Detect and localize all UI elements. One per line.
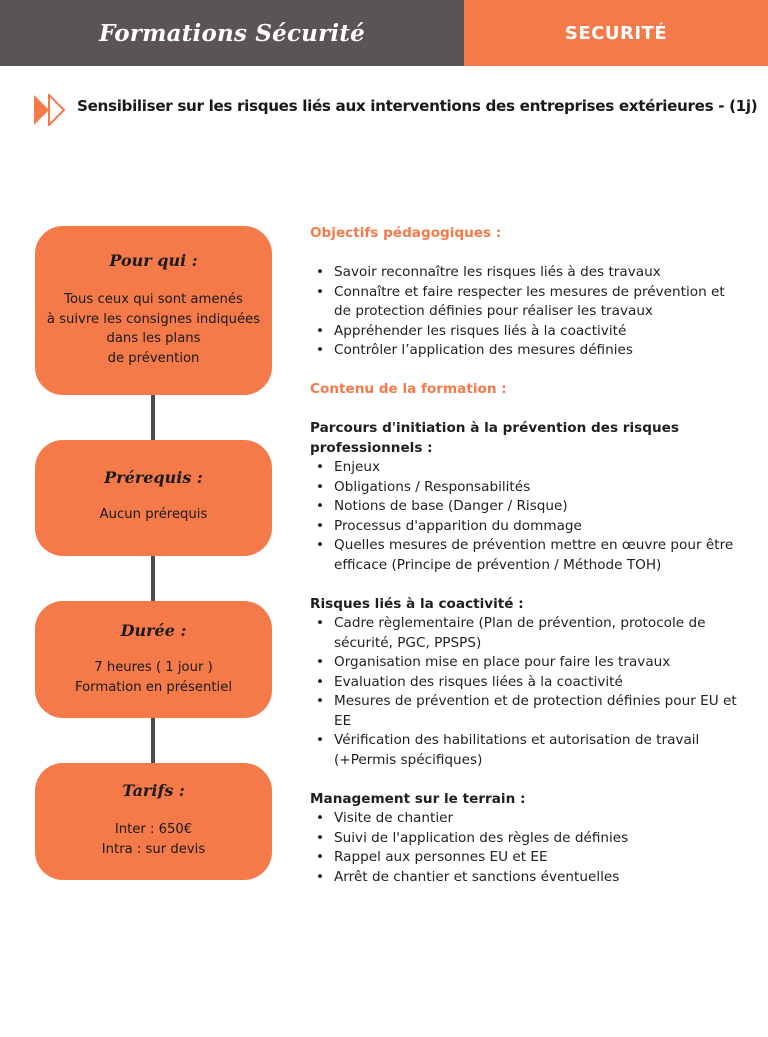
list-item: • Visite de chantier — [310, 809, 740, 829]
list-item: • Contrôler l’application des mesures définies — [310, 341, 740, 361]
card-body — [35, 658, 272, 697]
list-item: • Enjeux — [310, 458, 740, 478]
section-heading: Management sur le terrain : — [310, 790, 526, 807]
card-body — [35, 820, 272, 859]
card-line: Intra : sur devis — [101, 841, 206, 857]
subtitle-row — [34, 93, 758, 125]
card-tarifs — [35, 763, 272, 880]
header-title-panel — [0, 0, 464, 66]
section-list — [310, 458, 740, 575]
card-body — [35, 290, 272, 368]
objectifs-heading: Objectifs pédagogiques : — [310, 225, 502, 241]
section-heading: Parcours d'initiation à la prévention des risques professionnels : — [310, 420, 679, 456]
list-item: • Rappel aux personnes EU et EE — [310, 848, 740, 868]
category-badge: SECURITÉ — [564, 22, 668, 44]
section-heading: Risques liés à la coactivité : — [310, 595, 524, 612]
card-title: Pour qui : — [109, 251, 198, 270]
training-details — [310, 224, 740, 887]
list-item: • Quelles mesures de prévention mettre en œuvre pour être efficace (Principe de prévention / Méthode TOH) — [310, 536, 740, 575]
card-prerequis — [35, 440, 272, 556]
list-item: • Arrêt de chantier et sanctions éventuelles — [310, 868, 740, 888]
card-pour-qui — [35, 226, 272, 395]
contenu-heading: Contenu de la formation : — [310, 381, 507, 397]
list-item: • Suivi de l'application des règles de définies — [310, 829, 740, 849]
card-line: Tous ceux qui sont amenés — [64, 292, 243, 307]
list-item: • Cadre règlementaire (Plan de prévention, protocole de sécurité, PGC, PPSPS) — [310, 614, 740, 653]
list-item: • Notions de base (Danger / Risque) — [310, 497, 740, 517]
training-subtitle: Sensibiliser sur les risques liés aux interventions des entreprises extérieures - (1j) — [77, 97, 758, 115]
list-item: • Connaître et faire respecter les mesures de prévention et de protection définies pour réaliser les travaux — [310, 283, 740, 322]
list-item: • Savoir reconnaître les risques liés à des travaux — [310, 263, 740, 283]
card-title: Durée : — [120, 621, 187, 640]
card-line: Formation en présentiel — [75, 679, 232, 695]
card-body — [35, 505, 272, 525]
list-item: • Vérification des habilitations et autorisation de travail (+Permis spécifiques) — [310, 731, 740, 770]
card-line: de prévention — [107, 350, 200, 366]
list-item: • Obligations / Responsabilités — [310, 478, 740, 498]
card-line: dans les plans — [106, 331, 201, 346]
list-item: • Evaluation des risques liées à la coactivité — [310, 673, 740, 693]
card-duree — [35, 601, 272, 718]
card-line: à suivre les consignes indiquées — [46, 311, 261, 327]
card-line: Inter : 650€ — [114, 822, 193, 837]
header — [0, 0, 768, 66]
objectifs-list — [310, 263, 740, 361]
section-list — [310, 809, 740, 887]
list-item: • Organisation mise en place pour faire les travaux — [310, 653, 740, 673]
header-badge-panel — [464, 0, 768, 66]
section-list — [310, 614, 740, 770]
list-item: • Appréhender les risques liés à la coactivité — [310, 322, 740, 342]
card-line: 7 heures ( 1 jour ) — [94, 660, 213, 675]
card-line: Aucun prérequis — [99, 507, 208, 522]
card-title: Prérequis : — [104, 468, 203, 487]
page-title: Formations Sécurité — [98, 19, 366, 47]
card-title: Tarifs : — [122, 781, 185, 800]
list-item: • Processus d'apparition du dommage — [310, 517, 740, 537]
list-item: • Mesures de prévention et de protection définies pour EU et EE — [310, 692, 740, 731]
double-chevron-icon — [34, 94, 72, 126]
